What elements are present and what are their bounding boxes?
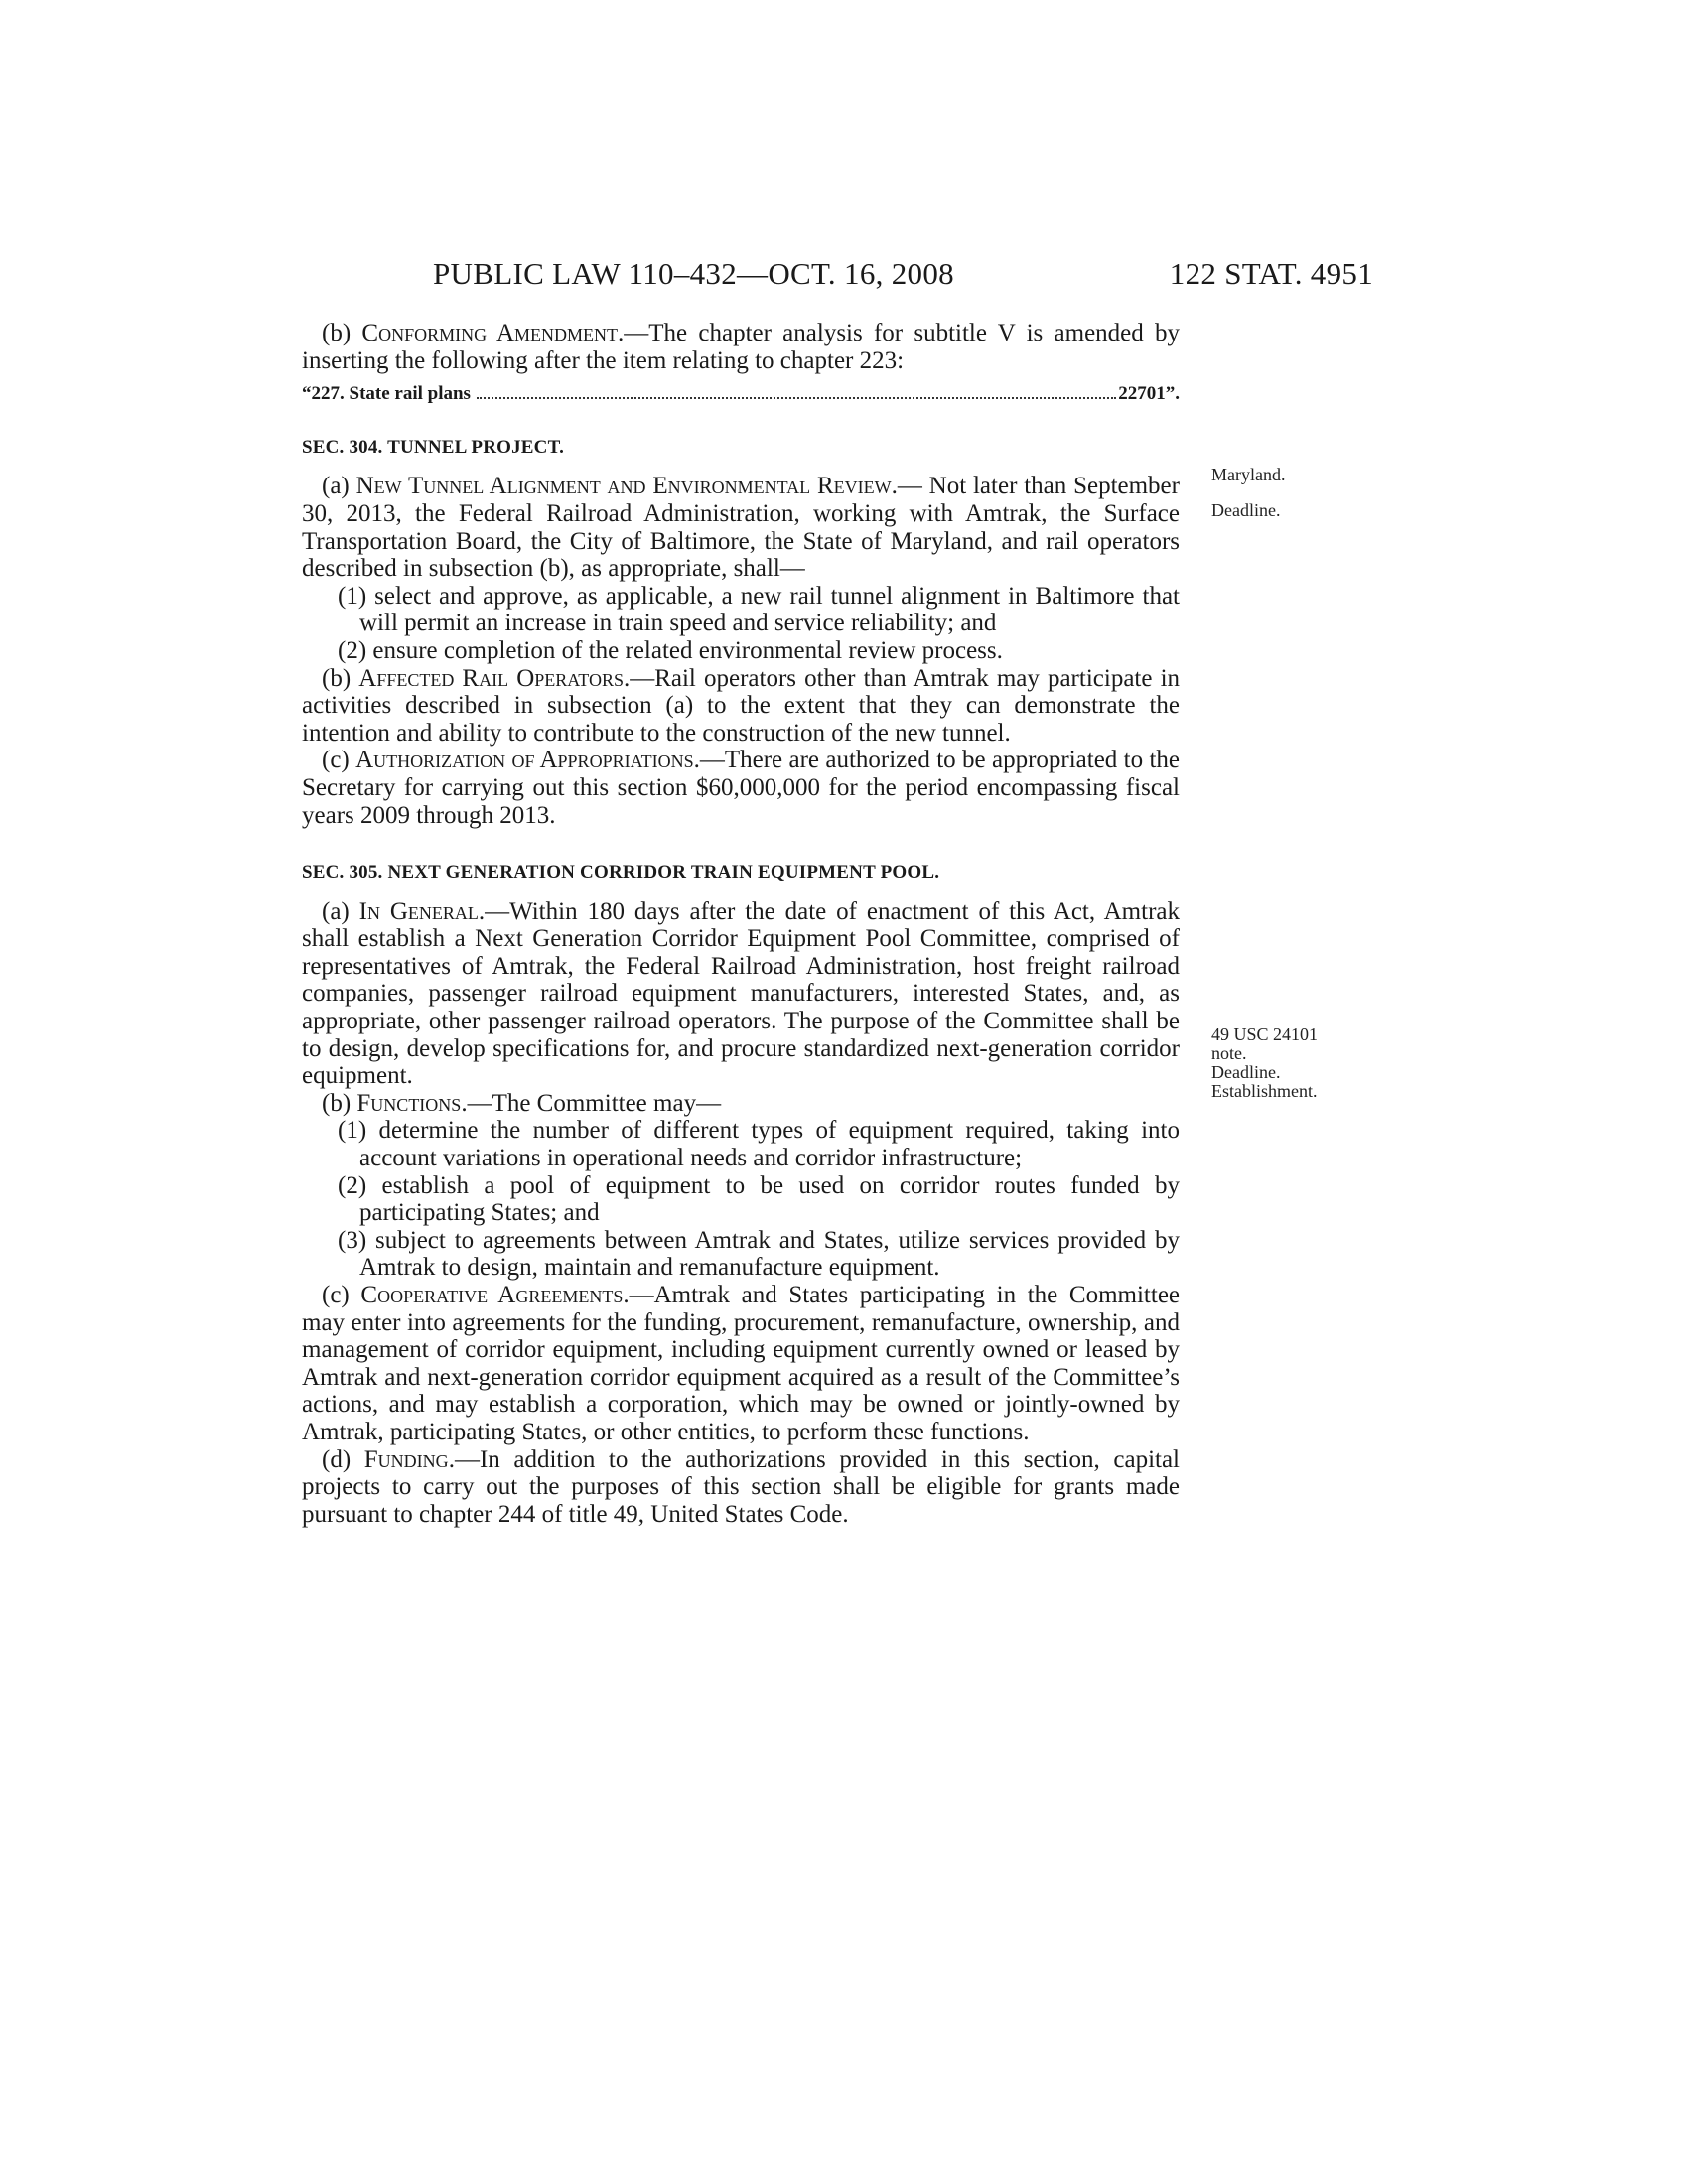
sec305-subsection-d: (d) Funding.—In addition to the authorizations provided in this section, capital projects to carry out the purposes of this section shall be eligible for grants made pursuant to chapter 244 of title 49, United States Code. xyxy=(302,1445,1181,1528)
sec304-paragraph-1: (1) select and approve, as applicable, a new rail tunnel alignment in Baltimore that will permit an increase in train speed and service reliability; and xyxy=(338,582,1180,637)
margin-note-deadline: Deadline. xyxy=(1211,500,1281,520)
sec304-c-heading: Authorization of Appropriations xyxy=(355,747,694,774)
sec305-paragraph-3: (3) subject to agreements between Amtrak and States, utilize services provided by Amtrak to design, maintain and remanufacture equipment. xyxy=(338,1226,1180,1282)
running-header xyxy=(298,256,1373,296)
sec305-subsection-a: (a) In General.—Within 180 days after the date of enactment of this Act, Amtrak shall establish a Next Generation Corridor Equipment Pool Committee, comprised of representatives of Amtrak, the Federal Railroad Administration, host freight railroad companies, passenger railroad equipment manufacturers, interested States, and, as appropriate, other passenger railroad operators. The purpose of the Committee shall be to design, develop specifications for, and procure standardized next-generation corridor equipment. xyxy=(302,897,1180,1090)
sec304-b-heading: Affected Rail Operators xyxy=(358,664,624,692)
margin-note-usc-citation: 49 USC 24101 note. Deadline. Establishment. xyxy=(1211,1024,1319,1101)
statute-page-number: 122 STAT. 4951 xyxy=(1169,256,1373,291)
public-law-citation: PUBLIC LAW 110–432—OCT. 16, 2008 xyxy=(433,256,954,291)
conforming-amendment-heading: Conforming Amendment xyxy=(361,320,619,346)
sec304-paragraph-2: (2) ensure completion of the related environmental review process. xyxy=(338,636,1003,664)
conforming-amendment-paragraph: (b) Conforming Amendment.—The chapter analysis for subtitle V is amended by inserting the following after the item relating to chapter 223: xyxy=(302,320,1181,374)
sec305-c-heading: Cooperative Agreements xyxy=(360,1282,624,1308)
chapter-analysis-item xyxy=(302,380,1180,408)
dot-leader xyxy=(477,397,1116,399)
sec304-a-heading: New Tunnel Alignment and Environmental Review xyxy=(355,473,892,500)
toc-item-section-number: 22701”. xyxy=(1118,383,1180,405)
sec305-a-heading: In General xyxy=(358,897,479,925)
sec305-paragraph-1: (1) determine the number of different types of equipment required, taking into account variations in operational needs and corridor infrastructure; xyxy=(338,1117,1180,1172)
sec305-d-heading: Funding xyxy=(363,1445,449,1473)
page-body xyxy=(302,320,1180,1528)
margin-note-maryland: Maryland. xyxy=(1211,465,1286,484)
section-304-heading: SEC. 304. TUNNEL PROJECT. xyxy=(302,436,565,458)
toc-item-label: “227. State rail plans xyxy=(302,383,471,405)
sec304-subsection-b: (b) Affected Rail Operators.—Rail operators other than Amtrak may participate in activities described in subsection (a) to the extent that they can demonstrate the intention and ability to contribute to the construction of the new tunnel. xyxy=(302,664,1181,747)
sec305-subsection-c: (c) Cooperative Agreements.—Amtrak and States participating in the Committee may enter into agreements for the funding, procurement, remanufacture, ownership, and management of corridor equipment, including equipment currently owned or leased by Amtrak and next-generation corridor equipment acquired as a result of the Committee’s actions, and may establish a corporation, which may be owned or jointly-owned by Amtrak, participating States, or other entities, to perform these functions. xyxy=(302,1282,1181,1445)
section-305-heading: SEC. 305. NEXT GENERATION CORRIDOR TRAIN EQUIPMENT POOL. xyxy=(302,862,940,884)
sec305-b-heading: Functions xyxy=(356,1089,462,1117)
sec305-subsection-b: (b) Functions.—The Committee may— xyxy=(322,1089,722,1117)
sec305-paragraph-2: (2) establish a pool of equipment to be used on corridor routes funded by participating States; and xyxy=(338,1171,1180,1227)
sec304-subsection-a: (a) New Tunnel Alignment and Environmental Review.— Not later than September 30, 2013, the Federal Railroad Administration, working with Amtrak, the Surface Transportation Board, the City of Baltimore, the State of Maryland, and rail operators described in subsection (b), as appropriate, shall— xyxy=(302,473,1180,583)
sec304-subsection-c: (c) Authorization of Appropriations.—There are authorized to be appropriated to the Secretary for carrying out this section $60,000,000 for the period encompassing fiscal years 2009 through 2013. xyxy=(302,747,1181,829)
